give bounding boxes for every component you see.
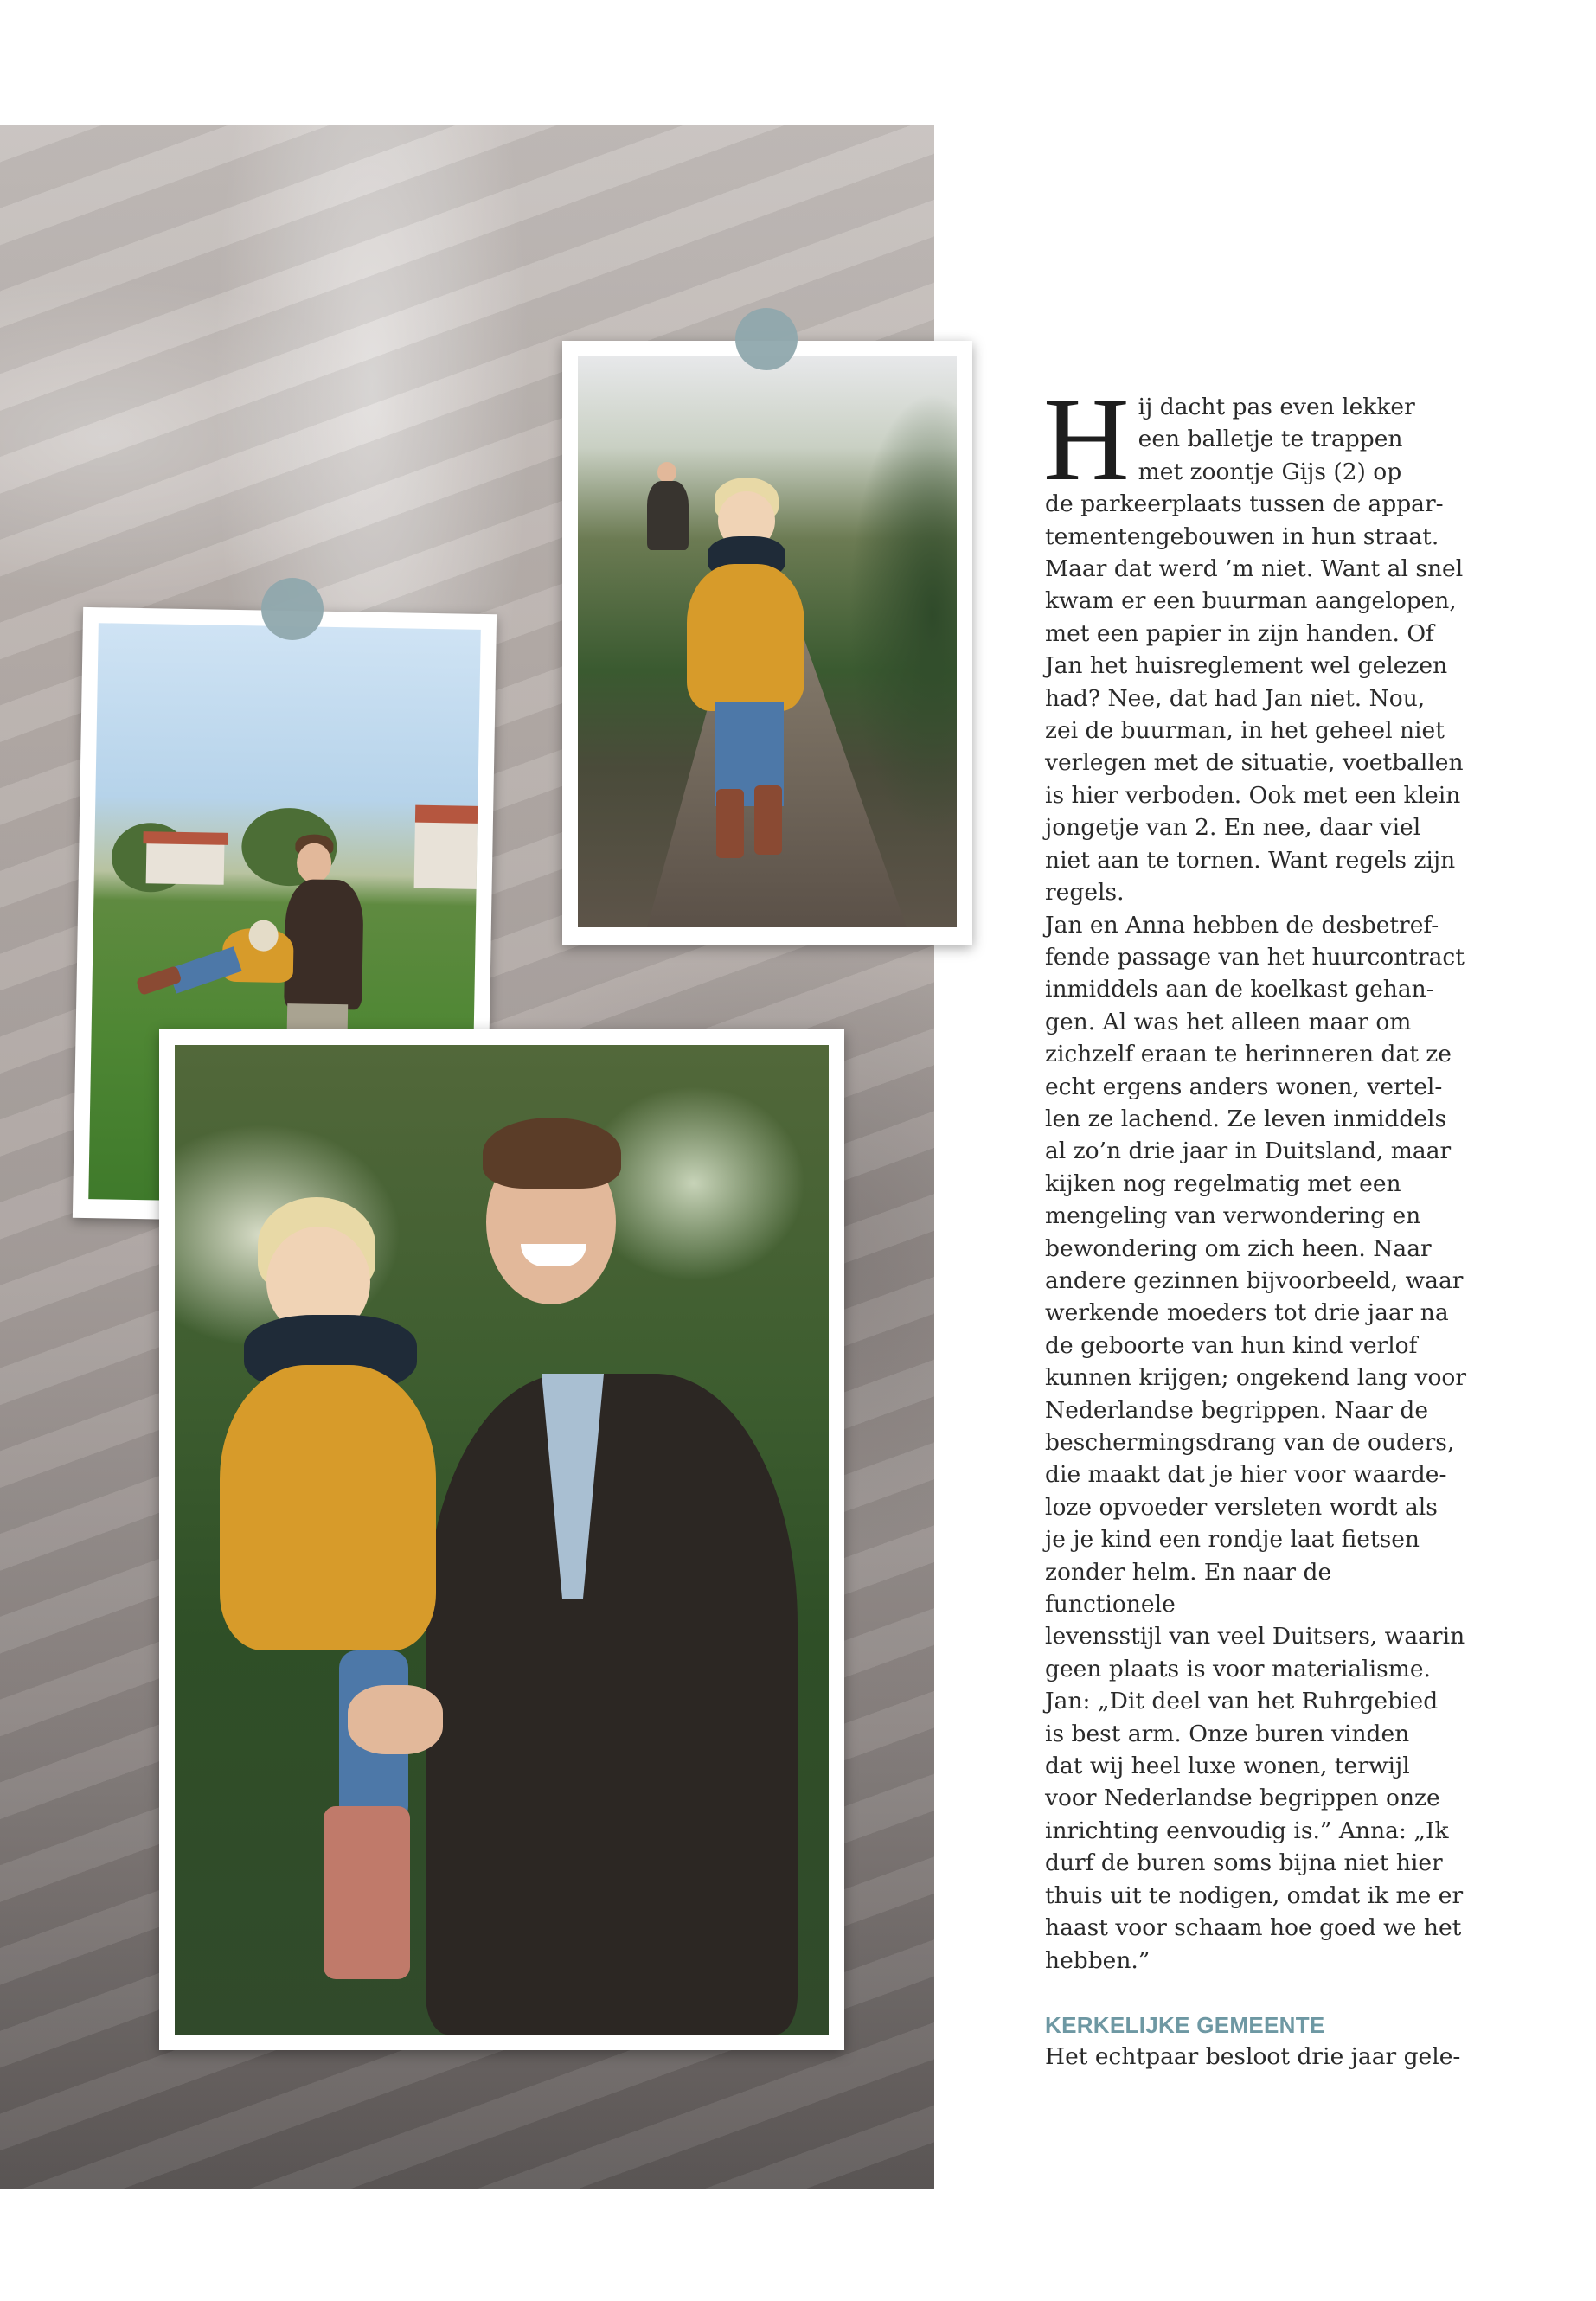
roof <box>415 805 478 824</box>
photo-boy-on-path <box>562 341 972 945</box>
house <box>146 840 225 885</box>
section-subheading: KERKELIJKE GEMEENTE <box>1045 2011 1325 2038</box>
father-head <box>297 843 332 883</box>
background-man-body <box>647 481 689 550</box>
swung-boy-jeans <box>168 946 241 993</box>
background-man-head <box>657 462 676 483</box>
father-jacket <box>426 1374 798 2035</box>
son-boot <box>324 1806 410 1979</box>
father-hand <box>348 1685 443 1754</box>
father-hair <box>483 1118 621 1189</box>
photo-image <box>175 1045 829 2035</box>
article-continuation: Het echtpaar besloot drie jaar gele- <box>1045 2042 1461 2070</box>
photo-father-holding-son <box>159 1029 844 2050</box>
drop-cap: H <box>1043 373 1130 505</box>
article-column <box>1043 373 1469 2073</box>
pin-photo-2 <box>261 578 324 640</box>
house <box>414 819 478 889</box>
article-body: ij dacht pas even lekker een balletje te trappen met zoontje Gijs (2) op de parkeerplaats tussen de appar- tementengebouwen in hun straat. Maar dat werd ’m niet. Want al snel kwam er een buurman aangelopen, met een papier in zijn handen. Of Jan het huisreglement wel gelezen had? Nee, dat had Jan niet. Nou, zei de buurman, in het geheel niet verlegen met de situatie, voetballen is hier verboden. Ook met een klein jongetje van 2. En nee, daar viel niet aan te tornen. Want regels zijn regels. Jan en Anna hebben de desbetref- fende passage van het huurcontract inmiddels aan de koelkast gehan- gen. Al was het alleen maar om zichzelf eraan te herinneren dat ze echt ergens anders wonen, vertel- len ze lachend. Ze leven inmiddels al zo’n drie jaar in Duitsland, maar kijken nog regelmatig met een mengeling van verwondering en bewondering om zich heen. Naar andere gezinnen bijvoorbeeld, waar werkende moeders tot drie jaar na de geboorte van hun kind verlof kunnen krijgen; ongekend lang voor Nederlandse begrippen. Naar de beschermingsdrang van de ouders, die maakt dat je hier voor waarde- loze opvoeder versleten wordt als je je kind een rondje laat fietsen zonder helm. En naar de functionele levensstijl van veel Duitsers, waarin geen plaats is voor materialisme. Jan: „Dit deel van het Ruhrgebied is best arm. Onze buren vinden dat wij heel luxe wonen, terwijl voor Nederlandse begrippen onze inrichting eenvoudig is.” Anna: „Ik durf de buren soms bijna niet hier thuis uit te nodigen, omdat ik me er haast voor schaam hoe goed we het hebben.” <box>1045 394 1467 1974</box>
pin-photo-1 <box>735 308 798 370</box>
photo-image <box>578 356 957 927</box>
son-jacket <box>220 1365 436 1650</box>
boy-boot-right <box>754 785 782 855</box>
roof <box>143 831 228 845</box>
boy-boot-left <box>716 789 744 858</box>
boy-jacket <box>687 564 804 711</box>
father-jacket <box>284 879 364 1010</box>
